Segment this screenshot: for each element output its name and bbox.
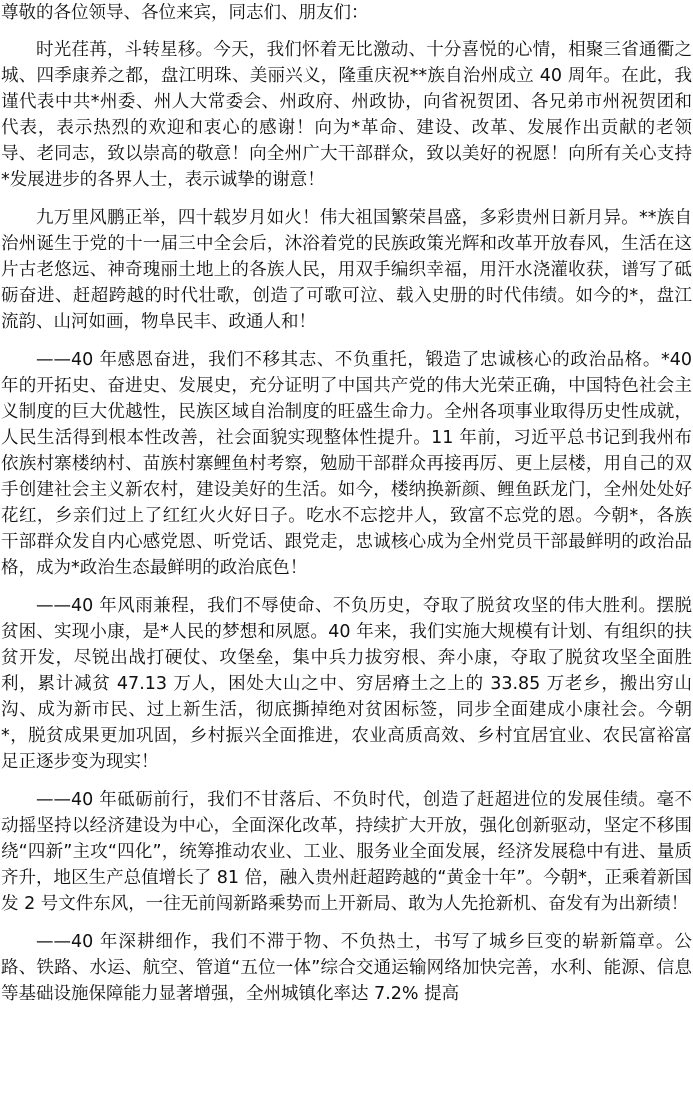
paragraph-poverty: ——40 年风雨兼程，我们不辱使命、不负历史，夺取了脱贫攻坚的伟大胜利。摆脱贫困、实现小康，是*人民的梦想和夙愿。40 年来，我们实施大规模有计划、有组织的扶贫开发，尽锐出战打硬仗、攻堡垒，集中兵力拔穷根、奔小康，夺取了脱贫攻坚全面胜利，累计减贫 47.13 万人，困处大山之中、穷居瘠土之上的 33.85 万老乡，搬出穷山沟、成为新市民、过上新生活，彻底撕掉绝对贫困标签，同步全面建成小康社会。今朝*，脱贫成果更加巩固，乡村振兴全面推进，农业高质高效、乡村宜居宜业、农民富裕富足正逐步变为现实！ <box>1 596 692 772</box>
paragraph-history: 九万里风鹏正举，四十载岁月如火！伟大祖国繁荣昌盛，多彩贵州日新月异。**族自治州诞生于党的十一届三中全会后，沐浴着党的民族政策光辉和改革开放春风，生活在这片古老悠远、神奇瑰丽土地上的各族人民，用双手编织幸福，用汗水浇灌收获，谱写了砥砺奋进、赶超跨越的时代壮歌，创造了可歌可泣、载入史册的时代伟绩。如今的*，盘江流韵、山河如画，物阜民丰、政通人和！ <box>1 208 692 332</box>
paragraph-urban-change: ——40 年深耕细作，我们不滞于物、不负热土，书写了城乡巨变的崭新篇章。公路、铁路、水运、航空、管道“五位一体”综合交通运输网络加快完善，水利、能源、信息等基础设施保障能力显著增强，全州城镇化率达 7.2% 提高 <box>1 932 692 1004</box>
paragraph-opening: 时光荏苒，斗转星移。今天，我们怀着无比激动、十分喜悦的心情，相聚三省通衢之城、四季康养之都，盘江明珠、美丽兴义，隆重庆祝**族自治州成立 40 周年。在此，我谨代表中共*州委、州人大常委会、州政府、州政协，向省祝贺团、各兄弟市州祝贺团和代表，表示热烈的欢迎和衷心的感谢！向为*革命、建设、改革、发展作出贡献的老领导、老同志，致以崇高的敬意！向全州广大干部群众，致以美好的祝愿！向所有关心支持*发展进步的各界人士，表示诚挚的谢意！ <box>1 40 692 190</box>
paragraph-development: ——40 年砥砺前行，我们不甘落后、不负时代，创造了赶超进位的发展佳绩。毫不动摇坚持以经济建设为中心，全面深化改革，持续扩大开放，强化创新驱动，坚定不移围绕“四新”主攻“四化”，统筹推动农业、工业、服务业全面发展，经济发展稳中有进、量质齐升，地区生产总值增长了 81 倍，融入贵州赶超跨越的“黄金十年”。今朝*，正乘着新国发 2 号文件东风，一往无前闯新路乘势而上开新局、敢为人先抢新机、奋发有为出新绩！ <box>1 790 692 914</box>
paragraph-loyalty: ——40 年感恩奋进，我们不移其志、不负重托，锻造了忠诚核心的政治品格。*40 年的开拓史、奋进史、发展史，充分证明了中国共产党的伟大光荣正确，中国特色社会主义制度的巨大优越性，民族区域自治制度的旺盛生命力。全州各项事业取得历史性成就，人民生活得到根本性改善，社会面貌实现整体性提升。11 年前，习近平总书记到我州布依族村寨楼纳村、苗族村寨鲤鱼村考察，勉励干部群众再接再厉、更上层楼，用自己的双手创建社会主义新农村，建设美好的生活。如今，楼纳换新颜、鲤鱼跃龙门，全州处处好花红，乡亲们过上了红红火火好日子。吃水不忘挖井人，致富不忘党的恩。今朝*，各族干部群众发自内心感党恩、听党话、跟党走，忠诚核心成为全州党员干部最鲜明的政治品格，成为*政治生态最鲜明的政治底色！ <box>1 350 692 578</box>
greeting-line: 尊敬的各位领导、各位来宾，同志们、朋友们： <box>1 3 369 23</box>
